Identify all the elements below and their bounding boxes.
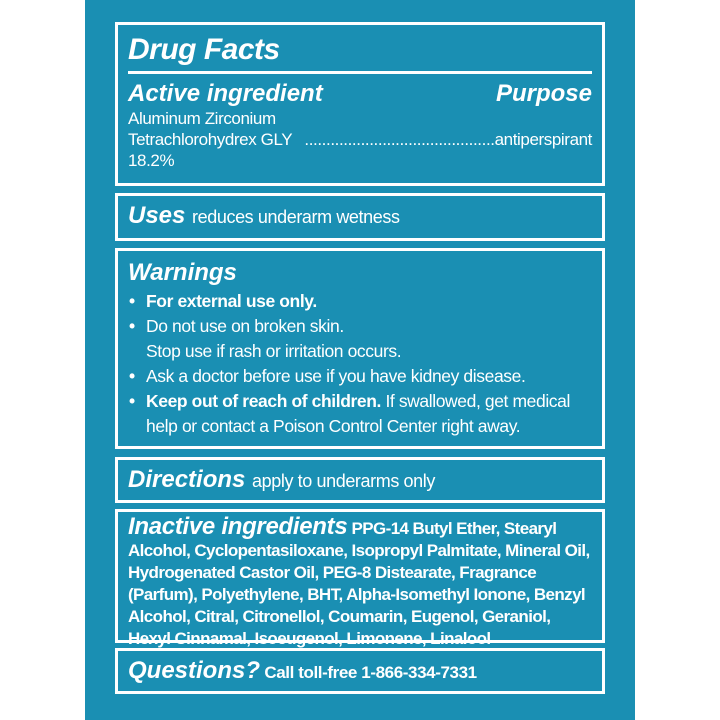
active-ingredient-heading: Active ingredient <box>128 80 323 107</box>
uses-heading: Uses <box>128 202 186 229</box>
warning-item <box>128 289 592 314</box>
inactive-ingredients-text: PPG-14 Butyl Ether, Stearyl Alcohol, Cyclopentasiloxane, Isopropyl Palmitate, Mineral Oil, Hydrogenated Castor Oil, PEG-8 Distearate, Fragrance (Parfum), Polyethylene, BHT, Alpha-Isomethyl Ionone, Benzyl Alcohol, Citral, Citronellol, Coumarin, Eugenol, Geraniol, Hexyl Cinnamal, Isoeugenol, Limonene, Linalool <box>128 519 590 648</box>
drug-facts-title: Drug Facts <box>128 33 280 66</box>
warning-item <box>128 389 592 439</box>
warning-children: Keep out of reach of children. <box>146 391 381 411</box>
warnings-section <box>115 248 605 449</box>
inactive-heading: Inactive ingredients <box>128 513 348 540</box>
directions-heading: Directions <box>128 466 246 493</box>
warning-external-use: For external use only. <box>146 291 317 311</box>
inactive-ingredients-section <box>115 509 605 648</box>
directions-section <box>115 457 605 503</box>
active-ingredient-line1: Aluminum Zirconium <box>128 109 276 128</box>
purpose-heading: Purpose <box>495 80 592 107</box>
warning-broken-skin: Do not use on broken skin. <box>146 316 344 336</box>
questions-heading: Questions? <box>128 657 261 684</box>
warning-item <box>128 364 592 389</box>
warnings-list <box>128 289 592 439</box>
warning-kidney: Ask a doctor before use if you have kidney disease. <box>146 366 526 386</box>
active-ingredient-line2 <box>128 129 592 171</box>
questions-phone: Call toll-free 1-866-334-7331 <box>260 663 477 682</box>
leader-dots: ............................................ <box>304 130 495 149</box>
purpose-value: antiperspirant <box>494 130 592 149</box>
uses-section <box>115 193 605 241</box>
questions-section <box>115 648 605 694</box>
uses-text: reduces underarm wetness <box>192 207 400 227</box>
directions-text: apply to underarms only <box>252 471 435 491</box>
warning-swallowed: If swallowed, get medical help or contact a Poison Control Center right away. <box>146 391 570 436</box>
active-ingredient-name: Tetrachlorohydrex GLY 18.2% <box>128 130 292 170</box>
drug-facts-section <box>115 22 605 186</box>
title-divider <box>128 71 592 74</box>
warning-stop-use: Stop use if rash or irritation occurs. <box>146 341 402 361</box>
active-header-row <box>128 80 592 108</box>
warnings-heading: Warnings <box>128 259 237 286</box>
warning-item <box>128 314 592 364</box>
